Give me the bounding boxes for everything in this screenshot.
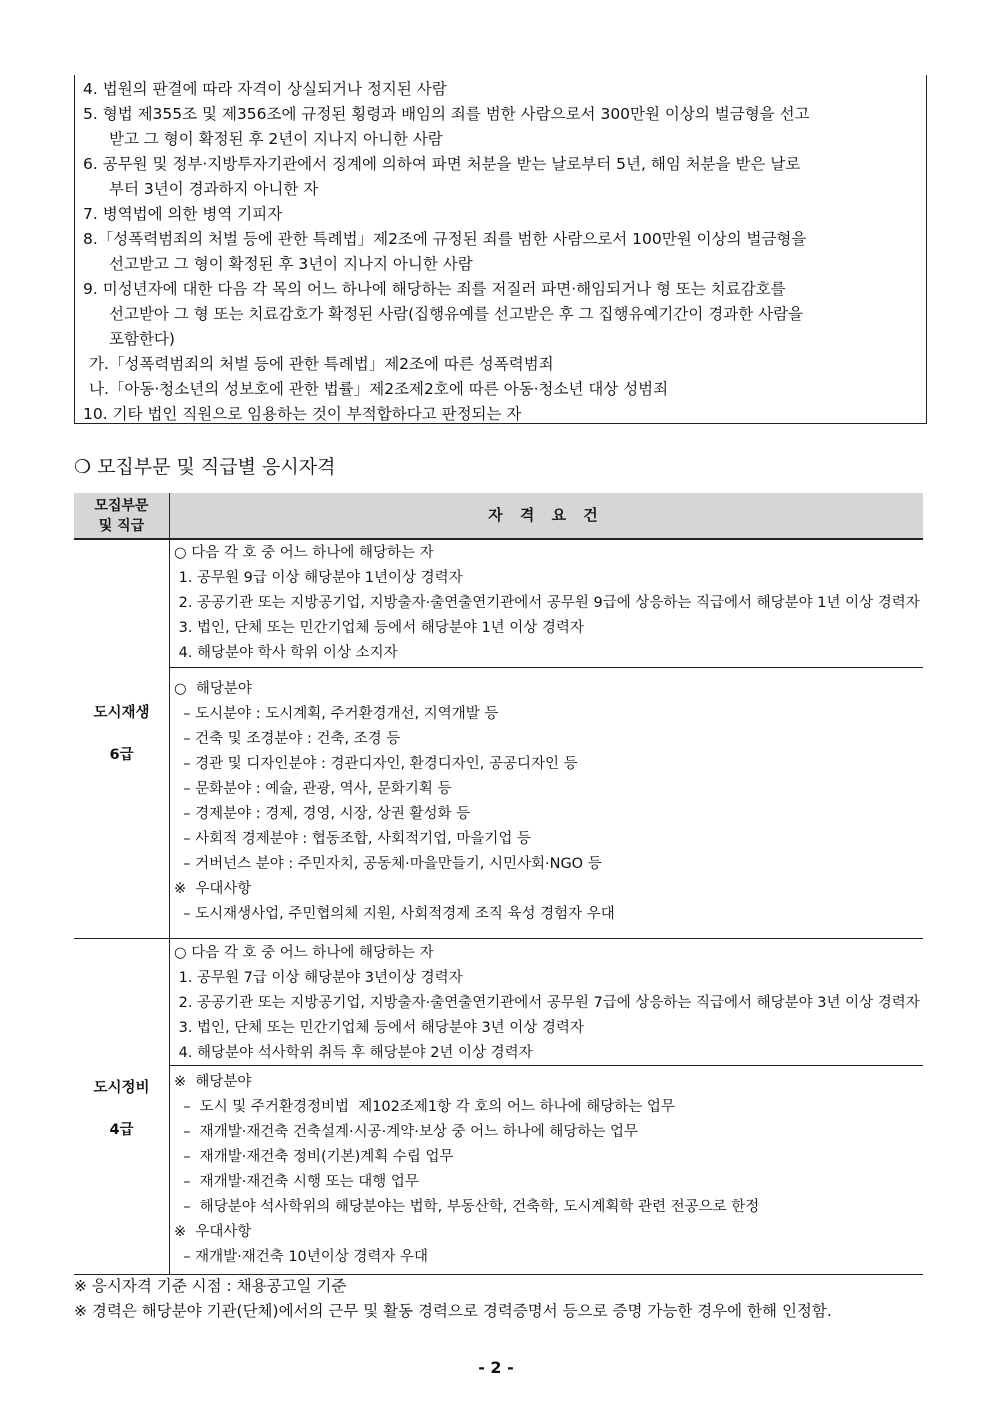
list-item-line: 9. 미성년자에 대한 다음 각 목의 어느 하나에 해당하는 죄를 저질러 파면·해임되거나 형 또는 치료감호를 <box>83 280 786 298</box>
note: ※ 응시자격 기준 시점 : 채용공고일 기준 <box>74 1277 347 1295</box>
list-item-line: 7. 병역법에 의한 병역 기피자 <box>83 205 283 223</box>
requirement-line: – 경관 및 디자인분야 : 경관디자인, 환경디자인, 공공디자인 등 <box>174 756 578 772</box>
requirements-table <box>74 493 923 1275</box>
table-header <box>74 493 923 540</box>
requirement-line: ○ 다음 각 호 중 어느 하나에 해당하는 자 <box>174 545 434 561</box>
requirement-line: 1. 공무원 9급 이상 해당분야 1년이상 경력자 <box>174 570 463 586</box>
category-urban-redevelopment: 도시정비 4급 <box>93 1080 150 1138</box>
list-item-line: 8.「성폭력범죄의 처벌 등에 관한 특례법」제2조에 규정된 죄를 범한 사람으로서 100만원 이상의 벌금형을 <box>83 230 807 248</box>
notes <box>74 1274 832 1324</box>
list-item-line: 선고받고 그 형이 확정된 후 3년이 지나지 아니한 사람 <box>109 255 473 273</box>
requirement-block <box>174 1070 922 1270</box>
requirement-line: – 재개발·재건축 건축설계·시공·계약·보상 중 어느 하나에 해당하는 업무 <box>174 1124 638 1140</box>
requirement-line: 2. 공공기관 또는 지방공기업, 지방출자·출연출연기관에서 공무원 9급에 상응하는 직급에서 해당분야 1년 이상 경력자 <box>174 595 920 611</box>
requirement-line: 3. 법인, 단체 또는 민간기업체 등에서 해당분야 3년 이상 경력자 <box>174 1020 584 1036</box>
sub-item-line: 나.「아동·청소년의 성보호에 관한 법률」제2조제2호에 따른 아동·청소년 대상 성범죄 <box>89 380 669 398</box>
requirement-line: – 도시재생사업, 주민협의체 지원, 사회적경제 조직 육성 경험자 우대 <box>174 906 615 922</box>
category-urban-regeneration: 도시재생 6급 <box>93 705 150 763</box>
block-divider <box>169 667 923 668</box>
requirement-line: – 문화분야 : 예술, 관광, 역사, 문화기획 등 <box>174 781 452 797</box>
requirement-line: – 거버넌스 분야 : 주민자치, 공동체·마을만들기, 시민사회·NGO 등 <box>174 856 602 872</box>
requirement-line: – 재개발·재건축 10년이상 경력자 우대 <box>174 1249 429 1265</box>
list-item-line: 부터 3년이 경과하지 아니한 자 <box>109 180 319 198</box>
list-item-line: 선고받아 그 형 또는 치료감호가 확정된 사람(집행유예를 선고받은 후 그 집행유예기간이 경과한 사람을 <box>109 305 804 323</box>
row-divider <box>74 938 923 939</box>
requirement-line: ※ 우대사항 <box>174 1224 252 1240</box>
requirement-line: 4. 해당분야 석사학위 취득 후 해당분야 2년 이상 경력자 <box>174 1045 533 1061</box>
requirement-line: – 재개발·재건축 정비(기본)계획 수립 업무 <box>174 1149 454 1165</box>
header-category: 모집부문 및 직급 <box>94 498 149 534</box>
requirement-line: 2. 공공기관 또는 지방공기업, 지방출자·출연출연기관에서 공무원 7급에 상응하는 직급에서 해당분야 3년 이상 경력자 <box>174 995 920 1011</box>
requirement-line: 4. 해당분야 학사 학위 이상 소지자 <box>174 645 398 661</box>
requirement-line: 3. 법인, 단체 또는 민간기업체 등에서 해당분야 1년 이상 경력자 <box>174 620 584 636</box>
sub-item-line: 가.「성폭력범죄의 처벌 등에 관한 특례법」제2조에 따른 성폭력범죄 <box>89 355 554 373</box>
list-item-line: 받고 그 형이 확정된 후 2년이 지나지 아니한 사람 <box>109 130 443 148</box>
requirement-line: 1. 공무원 7급 이상 해당분야 3년이상 경력자 <box>174 970 463 986</box>
section-title: ❍ 모집부문 및 직급별 응시자격 <box>74 456 336 478</box>
requirement-line: – 건축 및 조경분야 : 건축, 조경 등 <box>174 731 401 747</box>
requirement-line: – 사회적 경제분야 : 협동조합, 사회적기업, 마을기업 등 <box>174 831 531 847</box>
requirement-block <box>174 941 922 1066</box>
requirement-line: – 해당분야 석사학위의 해당분야는 법학, 부동산학, 건축학, 도시계획학 관련 전공으로 한정 <box>174 1199 760 1215</box>
requirement-line: – 도시분야 : 도시계획, 주거환경개선, 지역개발 등 <box>174 706 499 722</box>
column-divider <box>169 493 170 1275</box>
list-item-line: 4. 법원의 판결에 따라 자격이 상실되거나 정지된 사람 <box>83 80 447 98</box>
requirement-line: ○ 해당분야 <box>174 681 252 697</box>
requirement-line: – 경제분야 : 경제, 경영, 시장, 상권 활성화 등 <box>174 806 471 822</box>
disqualification-box <box>74 75 927 424</box>
requirement-block <box>174 677 922 927</box>
requirement-line: ※ 해당분야 <box>174 1074 252 1090</box>
requirement-line: – 도시 및 주거환경정비법 제102조제1항 각 호의 어느 하나에 해당하는 업무 <box>174 1099 675 1115</box>
note: ※ 경력은 해당분야 기관(단체)에서의 근무 및 활동 경력으로 경력증명서 등으로 증명 가능한 경우에 한해 인정함. <box>74 1302 832 1320</box>
list-item-line: 10. 기타 법인 직원으로 임용하는 것이 부적합하다고 판정되는 자 <box>83 405 522 423</box>
requirement-line: ○ 다음 각 호 중 어느 하나에 해당하는 자 <box>174 945 434 961</box>
list-item-line: 5. 형법 제355조 및 제356조에 규정된 횡령과 배임의 죄를 범한 사람으로서 300만원 이상의 벌금형을 선고 <box>83 105 810 123</box>
page-number: - 2 - <box>478 1358 514 1377</box>
requirement-line: – 재개발·재건축 시행 또는 대행 업무 <box>174 1174 419 1190</box>
list-item-line: 포함한다) <box>109 330 175 348</box>
header-requirements: 자 격 요 건 <box>488 506 604 524</box>
list-item-line: 6. 공무원 및 정부·지방투자기관에서 징계에 의하여 파면 처분을 받는 날로부터 5년, 해임 처분을 받은 날로 <box>83 155 801 173</box>
requirement-line: ※ 우대사항 <box>174 881 252 897</box>
requirement-block <box>174 541 922 666</box>
